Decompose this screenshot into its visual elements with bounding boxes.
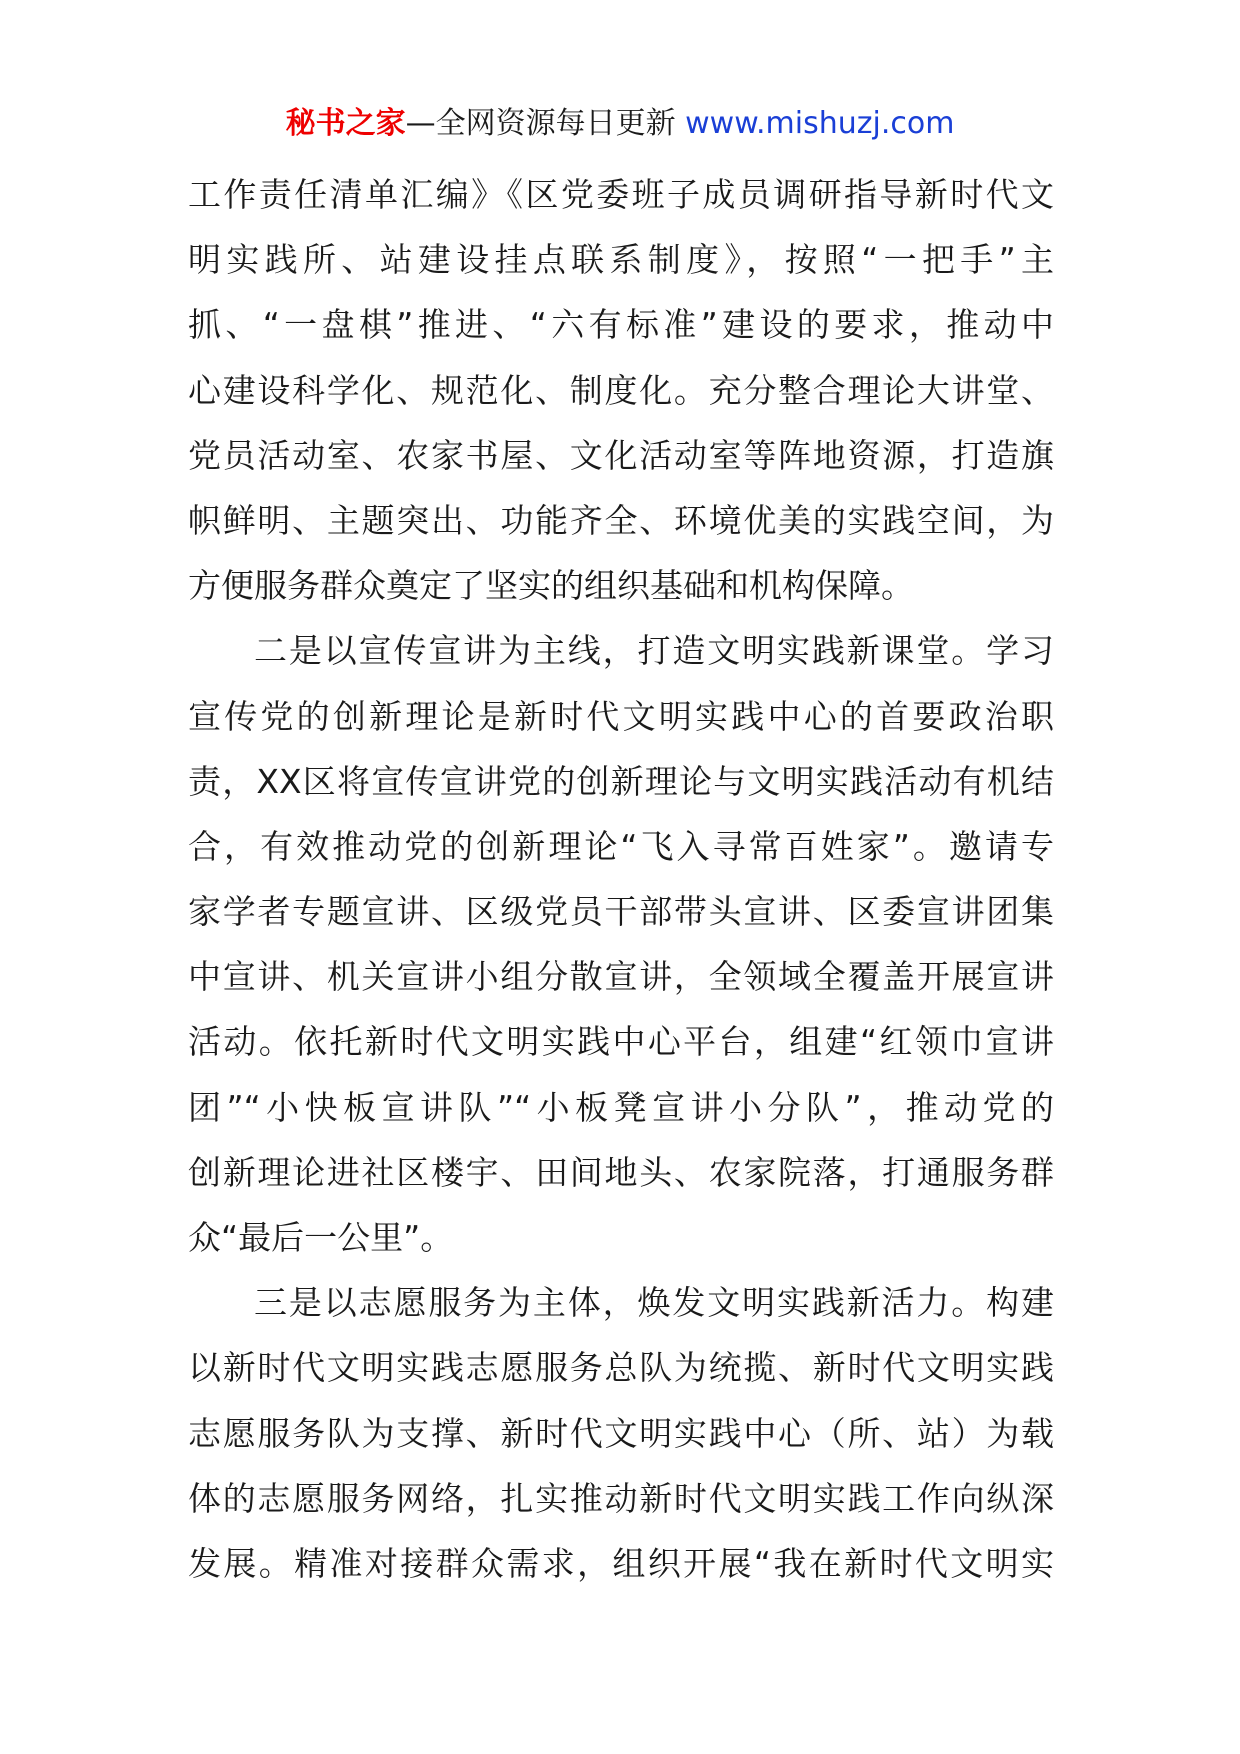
text-line: 团”“小快板宣讲队”“小板凳宣讲小分队”，推动党的 <box>188 1087 1054 1127</box>
text-line: 众“最后一公里”。 <box>188 1218 454 1257</box>
text-line: 创新理论进社区楼宇、田间地头、农家院落，打通服务群 <box>188 1152 1054 1192</box>
document-body <box>188 162 1054 1596</box>
header-tagline: —全网资源每日更新 <box>405 106 676 141</box>
text-line: 心建设科学化、规范化、制度化。充分整合理论大讲堂、 <box>188 370 1054 410</box>
website-link[interactable]: www.mishuzj.com <box>685 106 955 141</box>
text-line: 活动。依托新时代文明实践中心平台，组建“红领巾宣讲 <box>188 1022 1054 1062</box>
text-line: 明实践所、站建设挂点联系制度》，按照“一把手”主 <box>188 240 1054 280</box>
text-line: 帜鲜明、主题突出、功能齐全、环境优美的实践空间，为 <box>188 500 1054 540</box>
text-line: 以新时代文明实践志愿服务总队为统揽、新时代文明实践 <box>188 1348 1054 1388</box>
text-line: 方便服务群众奠定了坚实的组织基础和机构保障。 <box>188 566 914 606</box>
text-line: 责，XX区将宣传宣讲党的创新理论与文明实践活动有机结 <box>188 761 1054 801</box>
text-line: 体的志愿服务网络，扎实推动新时代文明实践工作向纵深 <box>188 1478 1054 1518</box>
text-line: 志愿服务队为支撑、新时代文明实践中心（所、站）为载 <box>188 1413 1054 1453</box>
text-line: 二是以宣传宣讲为主线，打造文明实践新课堂。学习 <box>254 631 1054 671</box>
text-line: 家学者专题宣讲、区级党员干部带头宣讲、区委宣讲团集 <box>188 892 1054 932</box>
text-line: 发展。精准对接群众需求，组织开展“我在新时代文明实 <box>188 1543 1054 1583</box>
text-line: 抓、“一盘棋”推进、“六有标准”建设的要求，推动中 <box>188 305 1054 345</box>
text-line: 宣传党的创新理论是新时代文明实践中心的首要政治职 <box>188 696 1054 736</box>
text-line: 合，有效推动党的创新理论“飞入寻常百姓家”。邀请专 <box>188 826 1054 866</box>
text-line: 工作责任清单汇编》《区党委班子成员调研指导新时代文 <box>188 175 1054 214</box>
brand-name: 秘书之家 <box>285 106 406 141</box>
text-line: 党员活动室、农家书屋、文化活动室等阵地资源，打造旗 <box>188 435 1054 475</box>
text-line: 中宣讲、机关宣讲小组分散宣讲，全领域全覆盖开展宣讲 <box>188 957 1054 997</box>
text-line: 三是以志愿服务为主体，焕发文明实践新活力。构建 <box>254 1283 1054 1323</box>
page-header <box>0 104 1240 144</box>
